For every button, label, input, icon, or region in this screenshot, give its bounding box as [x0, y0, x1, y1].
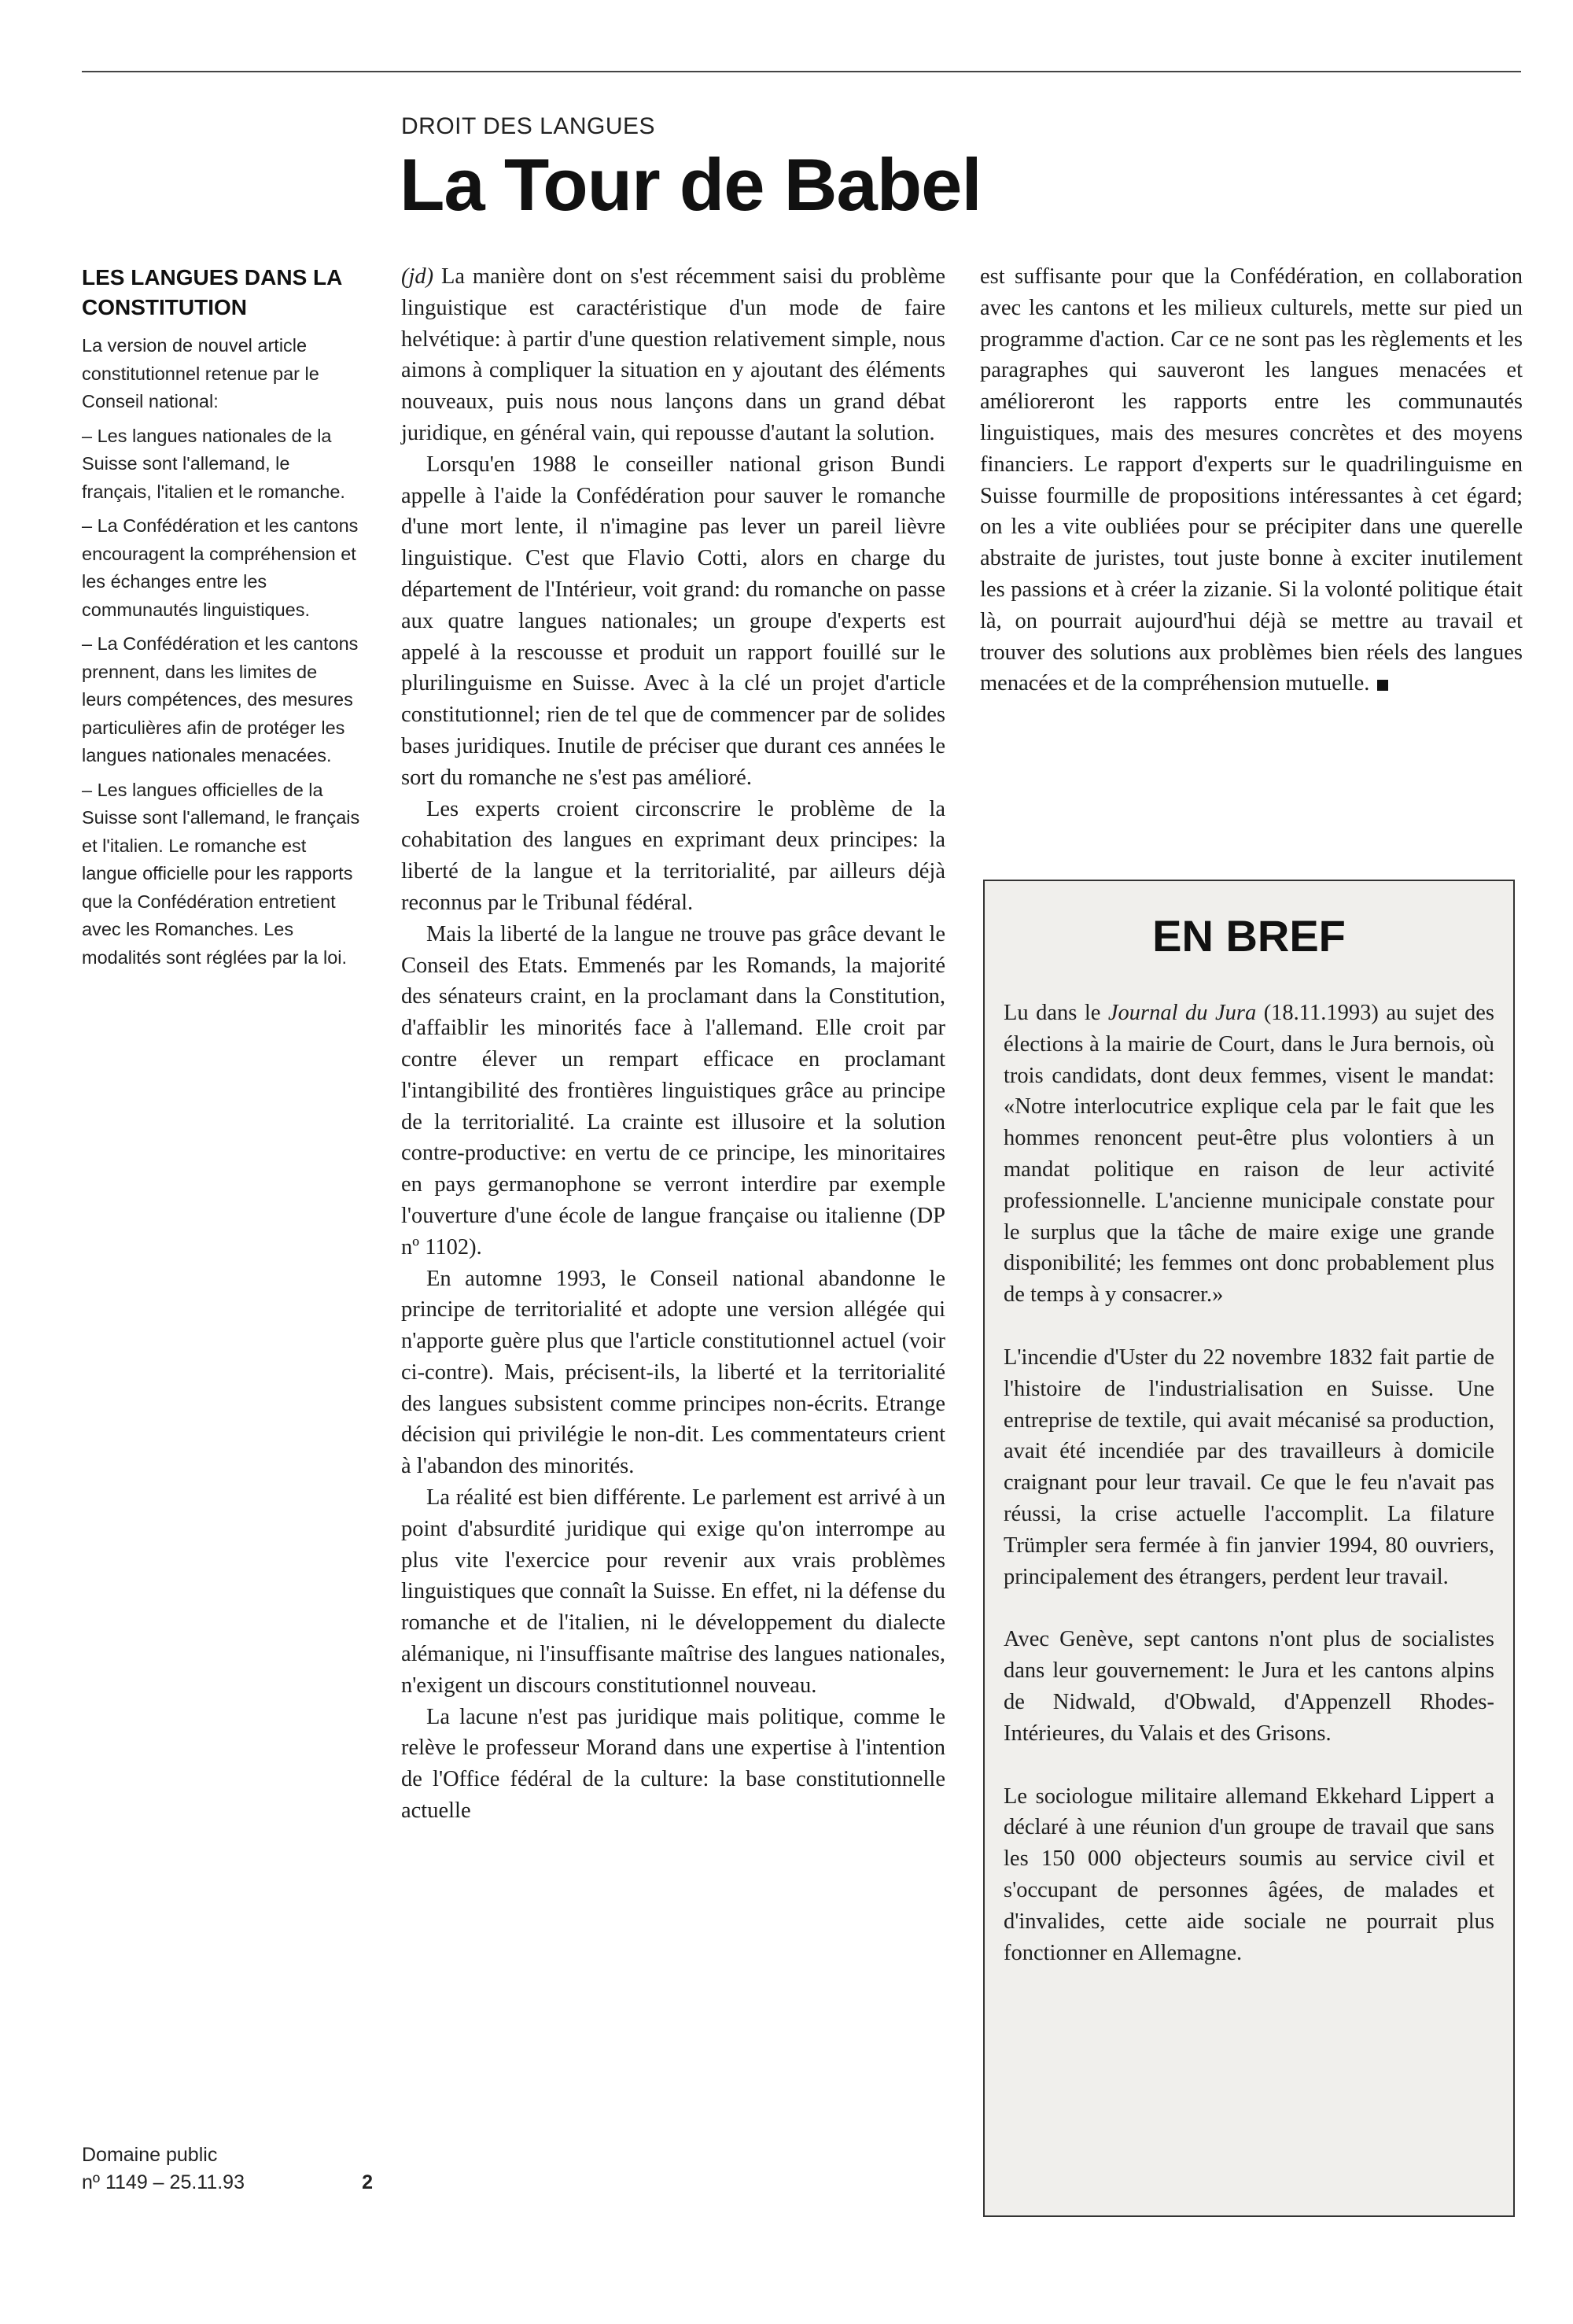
en-bref-title: EN BREF: [1152, 911, 1346, 961]
article-paragraph-6: La réalité est bien différente. Le parlement est arrivé à un point d'absurdité juridique qui exige qu'on interrompe au plus vite l'exercice pour revenir aux vrais problèmes linguistiques que connaît la Suisse. En effet, ni la défense du romanche et de l'italien, ni le développement du dialecte alémanique, ni l'insuffisante maîtrise des langues nationales, n'exigent un discours constitutionnel nouveau.: [401, 1485, 945, 1698]
sidebar-item-protection: – La Confédération et les cantons prennent, dans les limites de leurs compétences, des mesures particulières afin de protéger les langues nationales menacées.: [82, 633, 359, 765]
top-rule: [82, 71, 1521, 72]
paragraph-text: est suffisante pour que la Confédération, en collaboration avec les cantons et les milieux culturels, mette sur pied un programme d'action. Car ce ne sont pas les règlements et les paragraphes qui sauveront les langues menacées et amélioreront les rapports entre les communautés linguistiques, mais des mesures concrètes et des moyens financiers. Le rapport d'experts sur le quadrilinguisme en Suisse fourmille de propositions intéressantes à cet égard; on les a vite oubliées pour se précipiter dans une querelle abstraite de juristes, tout juste bonne à exciter inutilement les passions et à créer la zizanie. Si la volonté politique était là, on pourrait aujourd'hui déjà se mettre au travail et trouver des solutions aux problèmes bien réels des langues menacées et de la compréhension mutuelle.: [980, 264, 1523, 696]
end-of-article-mark: [1377, 680, 1388, 691]
en-bref-item-2: L'incendie d'Uster du 22 novembre 1832 fait partie de l'histoire de l'industrialisation en Suisse. Une entreprise de textile, qui avait mécanisé sa production, avait été incendiée par des travailleurs à domicile craignant pour leur travail. Ce que le feu n'avait pas réussi, la crise actuelle l'accomplit. La filature Trümpler sera fermée à fin janvier 1994, 80 ouvriers, principalement des étrangers, perdent leur travail.: [1004, 1345, 1494, 1589]
page-footer: [82, 2141, 373, 2197]
article-paragraph-7: La lacune n'est pas juridique mais politique, comme le relève le professeur Morand dans une expertise à l'intention de l'Office fédéral de la culture: la base constitutionnelle actuelle: [401, 1704, 945, 1824]
sidebar-item-national-languages: – Les langues nationales de la Suisse sont l'allemand, le français, l'italien et le romanche.: [82, 425, 345, 502]
article-column-2: [980, 261, 1523, 699]
paragraph-text: La manière dont on s'est récemment saisi du problème linguistique est caractéristique d'un mode de faire helvétique: à partir d'une question relativement simple, nous aimons à compliquer la situation en y ajoutant des éléments nouveaux, puis nous nous lançons dans un grand débat juridique, en général vain, qui repousse d'autant la solution.: [401, 264, 945, 445]
en-bref-item-1: [1004, 998, 1494, 1311]
article-paragraph-8: [980, 261, 1523, 699]
en-bref-item-3: Avec Genève, sept cantons n'ont plus de socialistes dans leur gouvernement: le Jura et les cantons alpins de Nidwald, d'Obwald, d'Appenzell Rhodes-Intérieures, du Valais et des Grisons.: [1004, 1627, 1494, 1746]
publication-name: Domaine public: [82, 2144, 218, 2166]
brief-text: Lu dans le: [1004, 1001, 1101, 1025]
article-paragraph-3: Les experts croient circonscrire le problème de la cohabitation des langues en exprimant deux principes: la liberté de la langue et la territorialité, par ailleurs déjà reconnus par le Tribunal fédéral.: [401, 796, 945, 915]
sidebar-title: LES LANGUES DANS LA CONSTITUTION: [82, 265, 342, 319]
sidebar-intro: La version de nouvel article constitutionnel retenue par le Conseil national:: [82, 335, 319, 411]
article-column-1: [401, 261, 945, 1827]
byline: (jd): [401, 264, 434, 289]
en-bref-item-4: Le sociologue militaire allemand Ekkehard Lippert a déclaré à une réunion d'un groupe de travail que sans les 150 000 objecteurs soumis au service civil et s'occupant de personnes âgées, de malades et d'invalides, cette aide sociale ne pourrait plus fonctionner en Allemagne.: [1004, 1784, 1494, 1965]
article-paragraph-2: Lorsqu'en 1988 le conseiller national grison Bundi appelle à l'aide la Confédération pour sauver le romanche d'une mort lente, il n'imagine pas lever un pareil lièvre linguistique. C'est que Flavio Cotti, alors en charge du département de l'Intérieur, voit grand: du romanche on passe aux quatre langues nationales; un groupe d'experts est appelé à la rescousse et produit un rapport fouillé sur le plurilinguisme en Suisse. Avec à la clé un projet d'article constitutionnel; rien de tel que de commencer par de solides bases juridiques. Inutile de préciser que durant ces années le sort du romanche ne s'est pas amélioré.: [401, 452, 945, 790]
en-bref-box: [983, 880, 1515, 2217]
article-paragraph-1: [401, 261, 945, 449]
issue-info: nº 1149 – 25.11.93: [82, 2171, 245, 2193]
article-paragraph-5: En automne 1993, le Conseil national abandonne le principe de territorialité et adopte une version allégée qui n'apporte guère plus que l'article constitutionnel actuel (voir ci-contre). Mais, précisent-ils, la liberté et la territorialité des langues subsistent comme principes non-écrits. Etrange décision qui privilégie le non-dit. Les commentateurs crient à l'abandon des minorités.: [401, 1266, 945, 1479]
sidebar-constitution: [82, 263, 362, 978]
sidebar-item-official-languages: – Les langues officielles de la Suisse sont l'allemand, le français et l'italien. Le romanche est langue officielle pour les rapports que la Confédération entretient avec les Romanches. Les modalités sont réglées par la loi.: [82, 779, 360, 968]
article-paragraph-4: Mais la liberté de la langue ne trouve pas grâce devant le Conseil des Etats. Emmenés par les Romands, la majorité des sénateurs craint, en la proclamant dans la Constitution, d'affaiblir les minorités face à l'allemand. Elle croit par contre élever un rempart efficace en proclamant l'intangibilité des frontières linguistiques grâce au principe de la territorialité. La crainte est illusoire et la solution contre-productive: en vertu de ce principe, les minoritaires en pays germanophone se verront interdire par exemple l'ouverture d'une école de langue française ou italienne (DP nº 1102).: [401, 921, 945, 1260]
section-kicker: DROIT DES LANGUES: [401, 113, 656, 139]
article-headline: La Tour de Babel: [400, 143, 982, 226]
brief-text: (18.11.1993) au sujet des élections à la mairie de Court, dans le Jura bernois, où trois candidats, dont deux femmes, visent le mandat: «Notre interlocutrice explique cela par le fait que les hommes renoncent peut-être plus volontiers à un mandat politique en raison de leur activité professionnelle. L'ancienne municipale constate pour le surplus que la tâche de maire exige une grande disponibilité; les femmes ont donc probablement plus de temps à y consacrer.»: [1004, 1001, 1494, 1308]
sidebar-item-understanding: – La Confédération et les cantons encouragent la compréhension et les échanges entre les communautés linguistiques.: [82, 515, 359, 620]
journal-name: Journal du Jura: [1107, 1001, 1257, 1025]
page-number: 2: [362, 2171, 373, 2193]
